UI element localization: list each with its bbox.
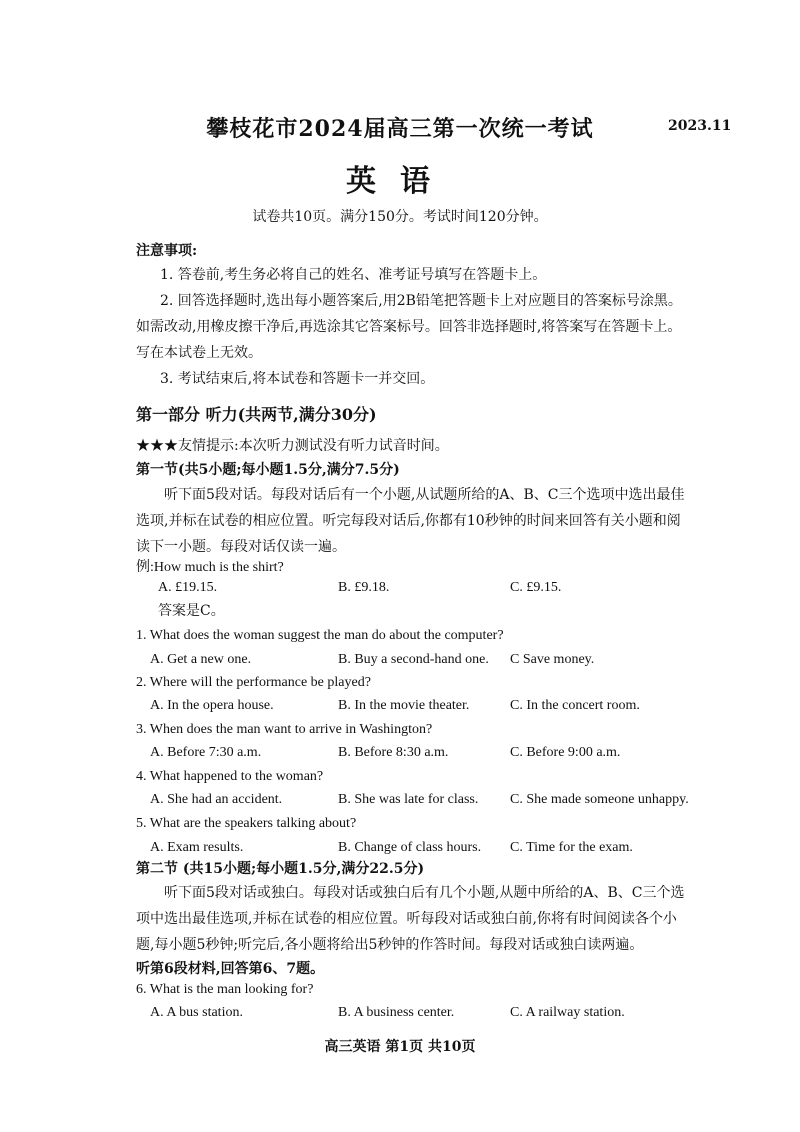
question-5-option-b: B. Change of class hours. — [338, 840, 482, 855]
question-1-option-c: C Save money. — [510, 652, 595, 667]
question-3-option-a: A. Before 7:30 a.m. — [150, 745, 262, 760]
question-2-option-a: A. In the opera house. — [150, 698, 274, 713]
exam-date: 2023.11 — [668, 118, 732, 134]
part1-heading: 第一部分 听力(共两节,满分30分) — [136, 405, 377, 424]
question-5-option-c: C. Time for the exam. — [510, 840, 633, 855]
question-3-option-b: B. Before 8:30 a.m. — [338, 745, 449, 760]
question-3: 3. When does the man want to arrive in Washington? — [136, 722, 433, 737]
question-4: 4. What happened to the woman? — [136, 769, 324, 784]
material-6-heading: 听第6段材料,回答第6、7题。 — [136, 961, 325, 977]
notice-item-3: 3. 考试结束后,将本试卷和答题卡一并交回。 — [160, 371, 435, 387]
question-1-option-b: B. Buy a second-hand one. — [338, 652, 489, 667]
notice-item-1: 1. 答卷前,考生务必将自己的姓名、准考证号填写在答题卡上。 — [160, 267, 547, 283]
example-question: 例:How much is the shirt? — [136, 560, 284, 575]
question-2-option-c: C. In the concert room. — [510, 698, 640, 713]
question-1-option-a: A. Get a new one. — [150, 652, 252, 667]
exam-info: 试卷共10页。满分150分。考试时间120分钟。 — [252, 209, 548, 225]
section1-instructions: 听下面5段对话。每段对话后有一个小题,从试题所给的A、B、C三个选项中选出最佳选项,并标在试卷的相应位置。听完每段对话后,你都有10秒钟的时间来回答有关小题和阅读下一小题。每段对话仅读一遍。 — [136, 487, 685, 555]
question-1: 1. What does the woman suggest the man do about the computer? — [136, 628, 504, 643]
question-4-option-c: C. She made someone unhappy. — [510, 792, 689, 807]
question-6: 6. What is the man looking for? — [136, 982, 314, 997]
example-answer: 答案是C。 — [158, 603, 225, 619]
question-3-option-c: C. Before 9:00 a.m. — [510, 745, 621, 760]
section2-heading: 第二节 (共15小题;每小题1.5分,满分22.5分) — [136, 861, 425, 877]
question-5-option-a: A. Exam results. — [150, 840, 244, 855]
question-2: 2. Where will the performance be played? — [136, 675, 371, 690]
example-option-a: A. £19.15. — [158, 580, 218, 595]
section2-instructions: 听下面5段对话或独白。每段对话或独白后有几个小题,从题中所给的A、B、C三个选项中选出最佳选项,并标在试卷的相应位置。听每段对话或独白前,你将有时间阅读各个小题,每小题5秒钟;听完后,各小题将给出5秒钟的作答时间。每段对话或独白读两遍。 — [136, 885, 685, 953]
notice-item-2: 2. 回答选择题时,选出每小题答案后,用2B铅笔把答题卡上对应题目的答案标号涂黑。如需改动,用橡皮擦干净后,再选涂其它答案标号。回答非选择题时,将答案写在答题卡上。写在本试卷上无效。 — [136, 293, 682, 361]
question-6-option-b: B. A business center. — [338, 1005, 455, 1020]
example-option-b: B. £9.18. — [338, 580, 390, 595]
page-footer: 高三英语 第1页 共10页 — [324, 1039, 476, 1055]
question-4-option-b: B. She was late for class. — [338, 792, 479, 807]
question-6-option-c: C. A railway station. — [510, 1005, 625, 1020]
listening-tip: ★★★友情提示:本次听力测试没有听力试音时间。 — [136, 438, 449, 454]
section1-heading: 第一节(共5小题;每小题1.5分,满分7.5分) — [136, 462, 400, 478]
notice-heading: 注意事项: — [136, 243, 198, 259]
question-2-option-b: B. In the movie theater. — [338, 698, 470, 713]
exam-title: 攀枝花市2024届高三第一次统一考试 — [206, 116, 594, 142]
question-6-option-a: A. A bus station. — [150, 1005, 243, 1020]
subject-title: 英语 — [346, 164, 454, 199]
question-5: 5. What are the speakers talking about? — [136, 816, 357, 831]
example-option-c: C. £9.15. — [510, 580, 562, 595]
question-4-option-a: A. She had an accident. — [150, 792, 283, 807]
